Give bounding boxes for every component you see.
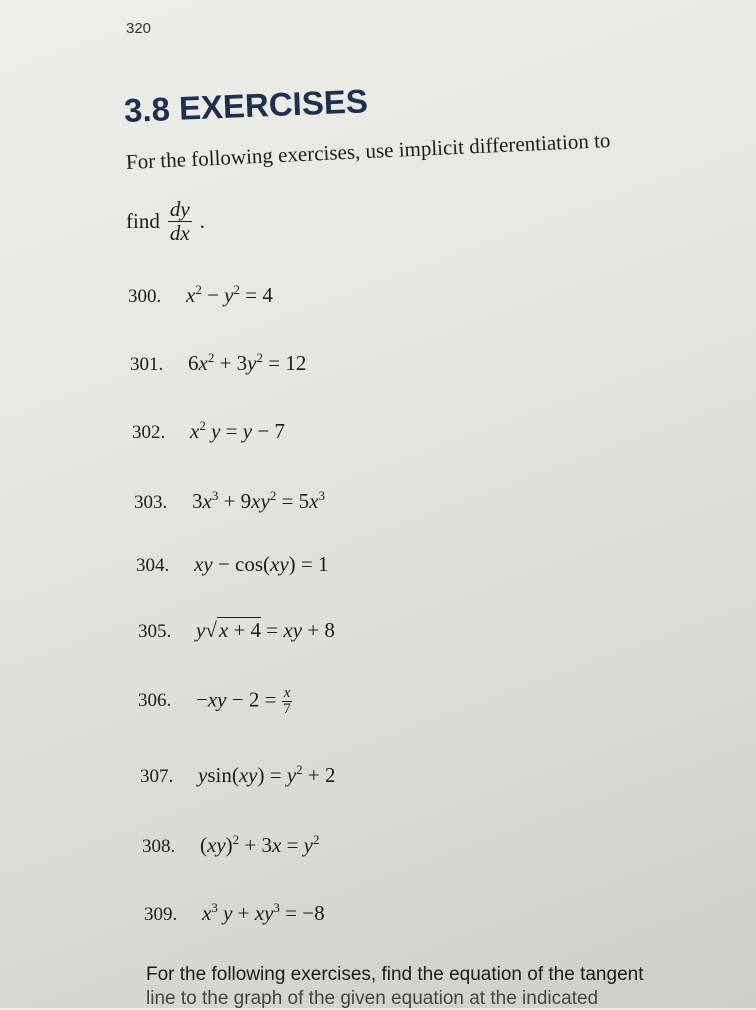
exercise-number: 300. [128, 286, 162, 307]
exercise-302 [132, 418, 285, 444]
exercise-305 [138, 618, 335, 643]
instruction-text: For the following exercises, use implicit differentiation to [125, 128, 611, 174]
exercise-number: 301. [130, 354, 164, 375]
exercise-number: 302. [132, 422, 166, 443]
exercise-309 [144, 900, 325, 926]
exercise-308 [142, 832, 320, 858]
exercise-equation: $6x^2 + 3y^2 = 12$ [188, 350, 307, 375]
section-heading: 3.8 EXERCISES [123, 82, 369, 129]
derivative-numerator: dy [169, 197, 190, 221]
exercise-number: 305. [138, 621, 172, 642]
exercise-equation: xy − cos(xy) = 1 [194, 552, 329, 576]
exercise-equation: $(xy)^2 + 3x = y^2$ [200, 832, 320, 857]
exercise-number: 306. [138, 690, 172, 712]
exercise-equation: $x^2 - y^2 = 4$ [186, 282, 273, 307]
exercise-equation: $3x^3 + 9xy^2 = 5x^3$ [192, 488, 325, 513]
exercise-303 [134, 488, 325, 514]
next-instruction-text: For the following exercises, find the equation of the tangent [146, 964, 644, 985]
exercise-equation: $ysin(xy) = y^2 + 2$ [198, 762, 336, 787]
exercise-number: 308. [142, 836, 176, 857]
exercise-301 [130, 350, 306, 376]
exercise-307 [140, 762, 336, 788]
exercise-number: 303. [134, 492, 168, 513]
exercise-number: 307. [140, 766, 174, 787]
exercise-equation: −xy − 2 = $\frac{x}{7}$ [196, 685, 291, 717]
exercise-equation: y√x + 4 = xy + 8 [196, 618, 335, 642]
exercise-equation: $x^3$ $y + xy^3 = -8$ [202, 900, 325, 925]
exercise-300 [128, 282, 273, 308]
derivative-trailing: . [199, 209, 205, 234]
page-number: 320 [126, 20, 152, 37]
exercise-number: 304. [136, 555, 170, 576]
exercise-number: 309. [144, 904, 178, 925]
exercise-equation: $x^2$ y = y − 7 [190, 418, 285, 443]
derivative-fraction [168, 198, 192, 245]
exercise-304 [136, 552, 329, 577]
next-instruction-cut-text: line to the graph of the given equation at the indicated [146, 988, 599, 1009]
derivative-denominator: dx [169, 221, 190, 246]
find-derivative-line [126, 198, 205, 245]
find-word: find [126, 209, 160, 234]
exercise-306 [138, 686, 292, 717]
